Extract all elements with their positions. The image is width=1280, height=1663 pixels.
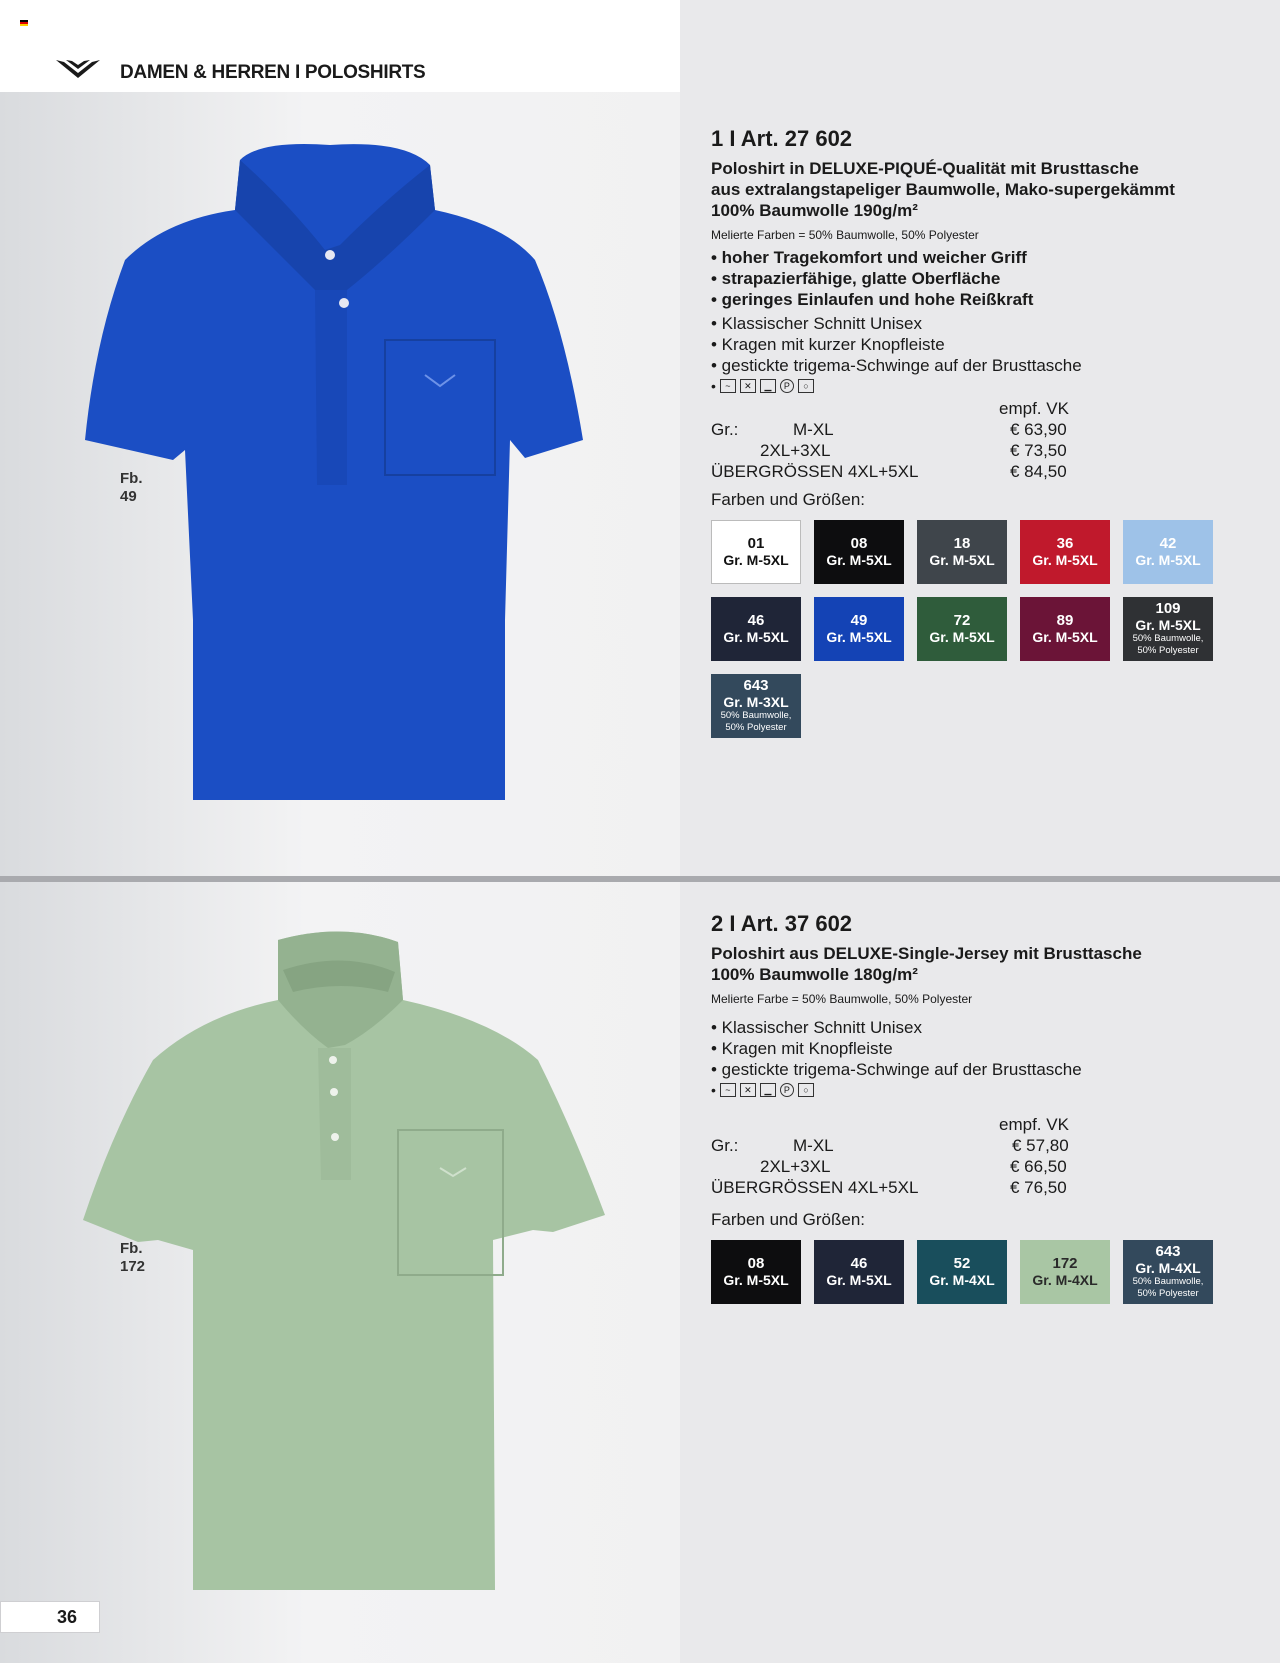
size-range: M-XL xyxy=(793,420,834,439)
swatch-material: 50% Baumwolle, xyxy=(1132,633,1204,644)
color-swatch-643 xyxy=(1123,1240,1213,1304)
swatch-number: 42 xyxy=(1159,535,1177,552)
swatch-material: 50% Polyester xyxy=(1137,645,1199,656)
swatch-size: Gr. M-4XL xyxy=(929,1272,995,1288)
price-table xyxy=(711,398,1231,482)
swatch-material: 50% Polyester xyxy=(1137,1288,1199,1299)
feature-item: • Kragen mit kurzer Knopfleiste xyxy=(711,335,945,354)
swatch-number: 643 xyxy=(743,677,769,694)
swatch-size: Gr. M-3XL xyxy=(723,694,789,710)
desc-line: Poloshirt in DELUXE-PIQUÉ-Qualität mit Brusttasche xyxy=(711,159,1139,178)
desc-line: 100% Baumwolle 190g/m² xyxy=(711,201,918,220)
color-swatch-42 xyxy=(1123,520,1213,584)
price: € 66,50 xyxy=(1010,1157,1067,1176)
material-note: Melierte Farbe = 50% Baumwolle, 50% Polyester xyxy=(711,992,973,1006)
fb-number: 49 xyxy=(120,488,137,505)
product-1 xyxy=(711,126,1231,740)
product-description xyxy=(711,158,1231,221)
colors-title: Farben und Größen: xyxy=(711,1210,866,1229)
color-swatch-08 xyxy=(814,520,904,584)
color-swatch-89 xyxy=(1020,597,1110,661)
swatch-size: Gr. M-4XL xyxy=(1135,1260,1201,1276)
swatch-number: 46 xyxy=(747,612,765,629)
swatch-size: Gr. M-5XL xyxy=(1032,552,1098,568)
color-swatches xyxy=(711,520,1231,740)
price: € 76,50 xyxy=(1010,1178,1067,1197)
fb-text: Fb. xyxy=(120,1240,143,1257)
swatch-size: Gr. M-5XL xyxy=(1135,552,1201,568)
feature-item: • geringes Einlaufen und hohe Reißkraft xyxy=(711,290,1034,309)
care-symbols: • ~ ✕ ▁ P ○ xyxy=(711,1080,1231,1100)
size-range: M-XL xyxy=(793,1136,834,1155)
size-range: 2XL+3XL xyxy=(760,1157,831,1176)
price: € 73,50 xyxy=(1010,441,1067,460)
swatch-size: Gr. M-5XL xyxy=(723,1272,789,1288)
feature-item: • strapazierfähige, glatte Oberfläche xyxy=(711,269,1001,288)
size-label: Gr.: xyxy=(711,420,739,439)
desc-line: Poloshirt aus DELUXE-Single-Jersey mit Brusttasche xyxy=(711,944,1142,963)
swatch-size: Gr. M-5XL xyxy=(929,552,995,568)
price: € 63,90 xyxy=(1010,420,1067,439)
price: € 57,80 xyxy=(1012,1136,1069,1155)
swatch-material: 50% Baumwolle, xyxy=(720,710,792,721)
color-swatch-172 xyxy=(1020,1240,1110,1304)
section-divider xyxy=(0,876,1280,882)
swatch-number: 01 xyxy=(747,535,765,552)
feature-item: • Kragen mit Knopfleiste xyxy=(711,1039,893,1058)
swatch-number: 89 xyxy=(1056,612,1074,629)
swatch-material: 50% Polyester xyxy=(725,722,787,733)
desc-line: aus extralangstapeliger Baumwolle, Mako-supergekämmt xyxy=(711,180,1175,199)
swatch-size: Gr. M-5XL xyxy=(826,1272,892,1288)
size-range: 2XL+3XL xyxy=(760,441,831,460)
swatch-number: 172 xyxy=(1052,1255,1078,1272)
feature-item: • gestickte trigema-Schwinge auf der Brusttasche xyxy=(711,1060,1082,1079)
swatch-size: Gr. M-5XL xyxy=(826,552,892,568)
tumble-dry-icon: ○ xyxy=(798,379,814,393)
wash-icon: ~ xyxy=(720,1083,736,1097)
feature-list xyxy=(711,1017,1231,1080)
page-number: 36 xyxy=(0,1601,100,1633)
swatch-number: 49 xyxy=(850,612,868,629)
swatch-number: 109 xyxy=(1155,600,1181,617)
blue-polo-shirt-image xyxy=(85,140,585,805)
swatch-size: Gr. M-5XL xyxy=(723,629,789,645)
color-swatch-643 xyxy=(711,674,801,738)
fb-label-1 xyxy=(120,470,143,506)
swatch-size: Gr. M-5XL xyxy=(723,552,789,568)
green-polo-shirt-image xyxy=(83,930,608,1595)
product-description xyxy=(711,943,1231,985)
iron-icon: ▁ xyxy=(760,379,776,393)
swatch-number: 52 xyxy=(953,1255,971,1272)
color-swatch-109 xyxy=(1123,597,1213,661)
color-swatch-46 xyxy=(711,597,801,661)
feature-list xyxy=(711,247,1231,376)
iron-icon: ▁ xyxy=(760,1083,776,1097)
care-symbols: • ~ ✕ ▁ P ○ xyxy=(711,376,1231,396)
size-range: ÜBERGRÖSSEN 4XL+5XL xyxy=(711,1178,919,1197)
color-swatches xyxy=(711,1240,1231,1310)
fb-number: 172 xyxy=(120,1258,146,1275)
feature-item: • hoher Tragekomfort und weicher Griff xyxy=(711,248,1027,267)
trigema-logo-icon xyxy=(54,56,102,82)
desc-line: 100% Baumwolle 180g/m² xyxy=(711,965,918,984)
section-title: DAMEN & HERREN I POLOSHIRTS xyxy=(120,62,426,83)
dry-clean-icon: P xyxy=(780,379,794,393)
color-swatch-52 xyxy=(917,1240,1007,1304)
feature-item: • Klassischer Schnitt Unisex xyxy=(711,314,922,333)
swatch-number: 46 xyxy=(850,1255,868,1272)
swatch-size: Gr. M-5XL xyxy=(1032,629,1098,645)
dry-clean-icon: P xyxy=(780,1083,794,1097)
color-swatch-46 xyxy=(814,1240,904,1304)
colors-title: Farben und Größen: xyxy=(711,490,866,509)
article-number: 2 I Art. 37 602 xyxy=(711,911,853,936)
swatch-material: 50% Baumwolle, xyxy=(1132,1276,1204,1287)
color-swatch-36 xyxy=(1020,520,1110,584)
wash-icon: ~ xyxy=(720,379,736,393)
feature-item: • gestickte trigema-Schwinge auf der Brusttasche xyxy=(711,356,1082,375)
price-header: empf. VK xyxy=(999,1115,1069,1134)
color-swatch-01 xyxy=(711,520,801,584)
swatch-size: Gr. M-4XL xyxy=(1032,1272,1098,1288)
swatch-number: 36 xyxy=(1056,535,1074,552)
swatch-number: 08 xyxy=(850,535,868,552)
color-swatch-18 xyxy=(917,520,1007,584)
size-range: ÜBERGRÖSSEN 4XL+5XL xyxy=(711,462,919,481)
color-swatch-49 xyxy=(814,597,904,661)
fb-label-2 xyxy=(120,1240,145,1276)
color-swatch-72 xyxy=(917,597,1007,661)
flag-icon xyxy=(20,20,28,26)
material-note: Melierte Farben = 50% Baumwolle, 50% Polyester xyxy=(711,228,979,242)
swatch-size: Gr. M-5XL xyxy=(929,629,995,645)
price-header: empf. VK xyxy=(999,399,1069,418)
no-bleach-icon: ✕ xyxy=(740,379,756,393)
price: € 84,50 xyxy=(1010,462,1067,481)
color-swatch-08 xyxy=(711,1240,801,1304)
product-2 xyxy=(711,911,1231,1310)
no-bleach-icon: ✕ xyxy=(740,1083,756,1097)
fb-text: Fb. xyxy=(120,470,143,487)
swatch-number: 08 xyxy=(747,1255,765,1272)
price-table xyxy=(711,1114,1231,1198)
swatch-size: Gr. M-5XL xyxy=(1135,617,1201,633)
feature-item: • Klassischer Schnitt Unisex xyxy=(711,1018,922,1037)
swatch-number: 18 xyxy=(953,535,971,552)
tumble-dry-icon: ○ xyxy=(798,1083,814,1097)
swatch-size: Gr. M-5XL xyxy=(826,629,892,645)
article-number: 1 I Art. 27 602 xyxy=(711,126,853,151)
size-label: Gr.: xyxy=(711,1136,739,1155)
swatch-number: 72 xyxy=(953,612,971,629)
swatch-number: 643 xyxy=(1155,1243,1181,1260)
